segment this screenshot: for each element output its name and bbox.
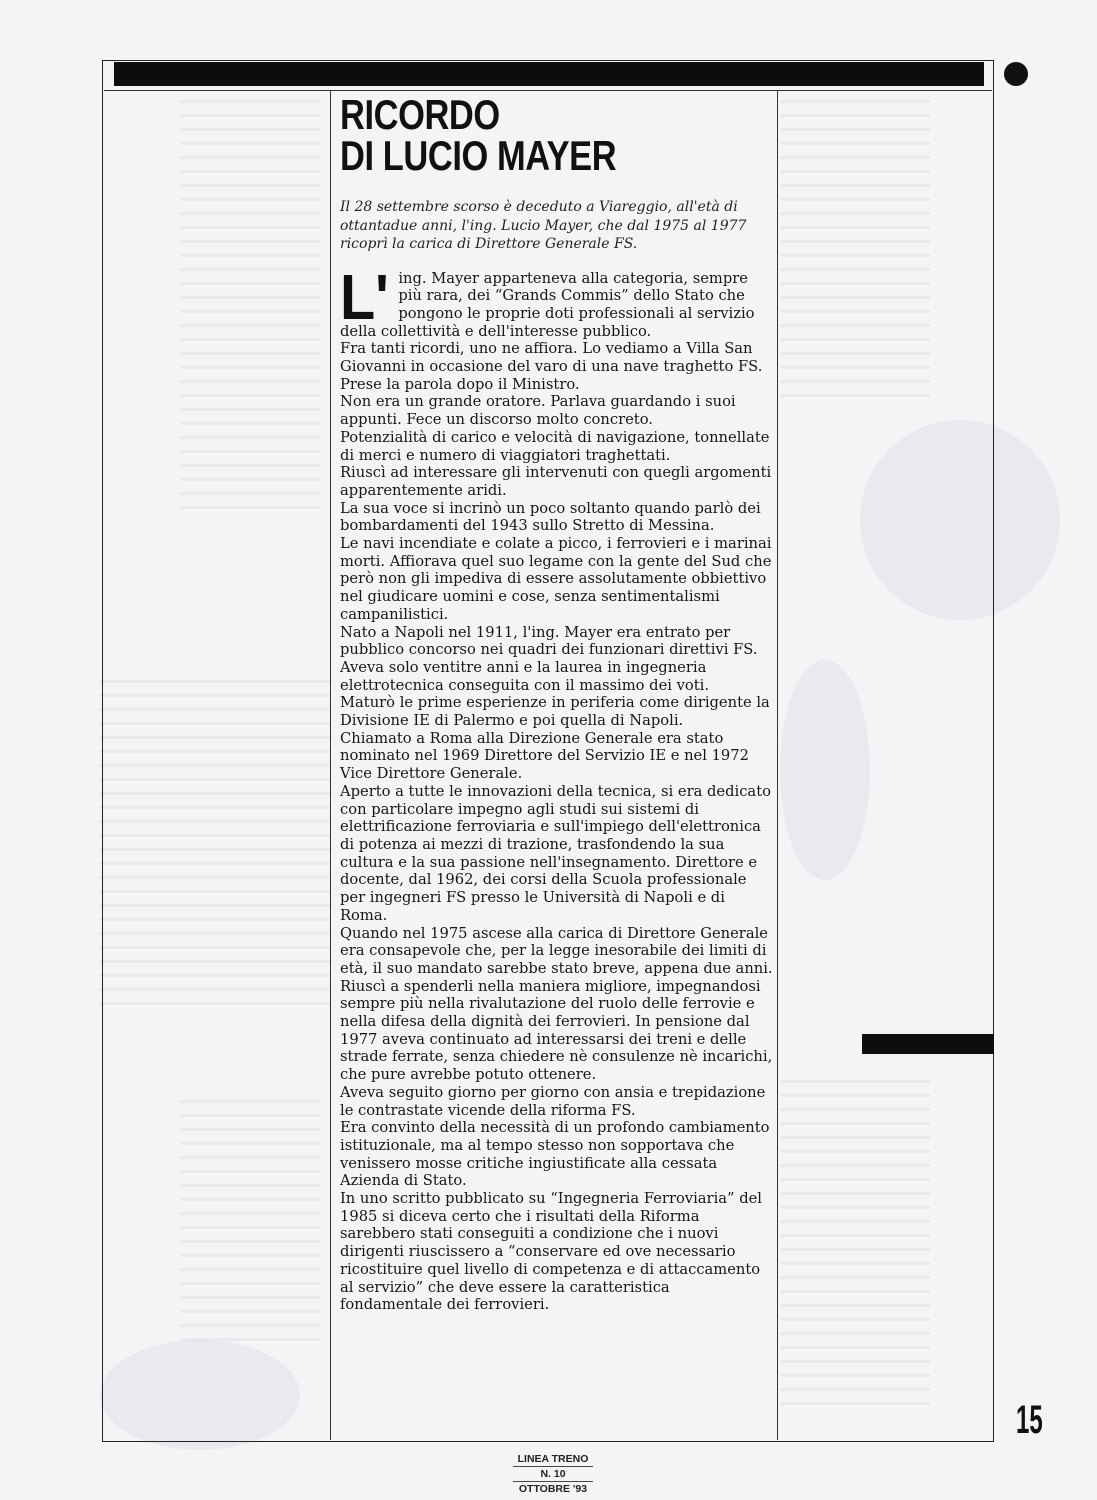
paragraph-text: ing. Mayer apparteneva alla categoria, sempre più rara, dei “Grands Commis” dello Stato che pongono le proprie doti professionali al servizio della collettività e dell'interesse pubblico.: [340, 269, 755, 340]
article-body: [340, 260, 775, 1314]
paragraph: Era convinto della necessità di un profondo cambiamento istituzionale, ma al tempo stesso non sopportava che venissero mosse critiche ingiustificate alla cessata Azienda di Stato.: [340, 1119, 770, 1190]
paragraph: La sua voce si incrinò un poco soltanto quando parlò dei bombardamenti del 1943 sullo Stretto di Messina.: [340, 499, 761, 535]
footer-publication: LINEA TRENO: [513, 1452, 593, 1467]
title-line-2: DI LUCIO MAYER: [340, 132, 617, 179]
article-lede: Il 28 settembre scorso è deceduto a Viareggio, all'età di ottantadue anni, l'ing. Lucio Mayer, che dal 1975 al 1977 ricoprì la carica di Direttore Generale FS.: [340, 199, 747, 252]
article-title: [340, 91, 766, 179]
paragraph: Chiamato a Roma alla Direzione Generale era stato nominato nel 1969 Direttore del Servizio IE e nel 1972 Vice Direttore Generale.: [340, 729, 749, 783]
paragraph: Potenzialità di carico e velocità di navigazione, tonnellate di merci e numero di viaggiatori traghettati.: [340, 428, 770, 464]
footer-issue: N. 10: [513, 1467, 593, 1482]
title-line-1: RICORDO: [340, 91, 500, 138]
footer-date: OTTOBRE '93: [518, 1483, 588, 1495]
paragraph: Riuscì ad interessare gli intervenuti con quegli argomenti apparentemente aridi.: [340, 464, 772, 499]
page-number: 15: [1016, 1398, 1043, 1442]
bullet-dot: [1004, 62, 1028, 86]
paragraph: Maturò le prime esperienze in periferia come dirigente la Divisione IE di Palermo e poi quella di Napoli.: [340, 694, 770, 730]
footer-masthead: [513, 1452, 593, 1496]
article: [340, 91, 775, 1314]
paragraph: Aperto a tutte le innovazioni della tecnica, si era dedicato con particolare impegno agli studi sui sistemi di elettrificazione ferroviaria e sull'impiego dell'elettronica di potenza ai mezzi di trazione, trasfondendo la sua cultura e la sua passione nell'insegnamento. Direttore e docente, dal 1962, dei corsi della Scuola professionale per ingegneri FS presso le Università di Napoli e di Roma.: [340, 782, 771, 924]
paragraph: Quando nel 1975 ascese alla carica di Direttore Generale era consapevole che, per la legge inesorabile dei limiti di età, il suo mandato sarebbe stato breve, appena due anni. Riuscì a spenderli nella maniera migliore, impegnandosi sempre più nella rivalutazione del ruolo delle ferrovie e nella difesa della dignità dei ferrovieri. In pensione dal 1977 aveva continuato ad interessarsi dei treni e delle strade ferrate, senza chiedere nè consulenze nè incarichi, che pure avrebbe potuto ottenere.: [340, 924, 773, 1084]
paragraph: Nato a Napoli nel 1911, l'ing. Mayer era entrato per pubblico concorso nei quadri dei funzionari direttivi FS. Aveva solo ventitre anni e la laurea in ingegneria elettrotecnica conseguita con il massimo dei voti.: [340, 623, 758, 694]
side-bar: [862, 1034, 994, 1054]
header-rule: [104, 90, 992, 91]
paragraph: Aveva seguito giorno per giorno con ansia e trepidazione le contrastate vicende della riforma FS.: [340, 1083, 766, 1119]
paragraph: In uno scritto pubblicato su “Ingegneria Ferroviaria” del 1985 si diceva certo che i risultati della Riforma sarebbero stati conseguiti a condizione che i nuovi dirigenti riuscissero a “conservare ed ove necessario ricostituire quel livello di competenza e di attaccamento al servizio” che deve essere la caratteristica fondamentale dei ferrovieri.: [340, 1190, 762, 1314]
dropcap: L': [340, 260, 389, 333]
paragraph: Non era un grande oratore. Parlava guardando i suoi appunti. Fece un discorso molto concreto.: [340, 393, 736, 429]
paragraph: Fra tanti ricordi, uno ne affiora. Lo vediamo a Villa San Giovanni in occasione del varo di una nave traghetto FS. Prese la parola dopo il Ministro.: [340, 340, 763, 393]
column-rule-left: [330, 90, 331, 1440]
header-bar: [114, 62, 984, 86]
column-rule-right: [777, 90, 778, 1440]
paragraph: Le navi incendiate e colate a picco, i ferrovieri e i marinai morti. Affiorava quel suo legame con la gente del Sud che però non gli impediva di essere assolutamente obbiettivo nel giudicare uomini e cose, senza sentimentalismi campanilistici.: [340, 535, 772, 623]
paragraph: [340, 260, 775, 341]
